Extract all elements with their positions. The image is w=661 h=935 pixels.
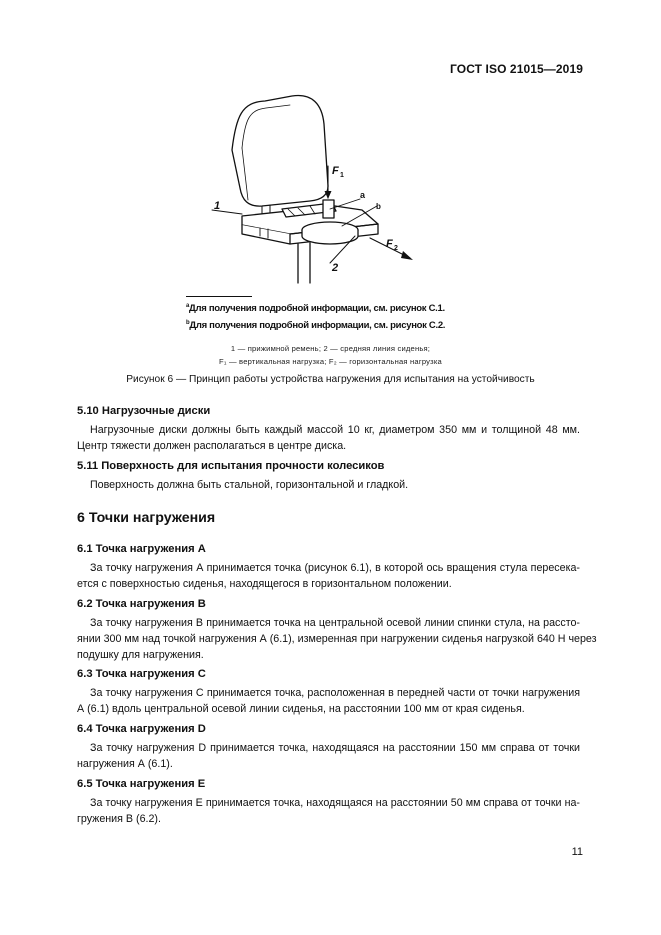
- label-a: a: [360, 190, 366, 200]
- section-6-1-title: 6.1 Точка нагружения А: [77, 543, 206, 555]
- f2-label: F: [386, 238, 393, 250]
- f1-label: F: [332, 165, 339, 177]
- footnote-rule: [186, 296, 252, 297]
- section-6-4-title: 6.4 Точка нагружения D: [77, 723, 206, 735]
- chair-loading-figure: [170, 88, 470, 303]
- svg-text:1: 1: [340, 172, 344, 179]
- section-6-1-text: За точку нагружения А принимается точка (рисунок 6.1), в которой ось вращения стула пересека- ется с поверхностью сиденья, находящегося в горизонтальном положении.: [77, 562, 580, 590]
- section-5-11-title: 5.11 Поверхность для испытания прочности колесиков: [77, 460, 385, 472]
- footnote-a: $^a$Для получения подробной информации, см. рисунок С.1.: [186, 303, 445, 314]
- section-6-4-text: За точку нагружения D принимается точка, находящаяся на расстоянии 150 мм справа от точки нагружения А (6.1).: [77, 742, 580, 770]
- section-6-3-title: 6.3 Точка нагружения С: [77, 668, 206, 680]
- figure-caption: Рисунок 6 — Принцип работы устройства нагружения для испытания на устойчивость: [126, 374, 535, 385]
- section-6-5-text: За точку нагружения Е принимается точка, находящаяся на расстоянии 50 мм справа от точки на- гружения В (6.2).: [77, 797, 580, 825]
- section-6-5-title: 6.5 Точка нагружения Е: [77, 778, 206, 790]
- section-5-11-text: Поверхность должна быть стальной, горизонтальной и гладкой.: [90, 479, 409, 491]
- section-5-10-title: 5.10 Нагрузочные диски: [77, 405, 211, 417]
- label-b: b: [376, 202, 381, 211]
- standard-header: ГОСТ ISO 21015—2019: [450, 62, 583, 76]
- section-5-10-text: Нагрузочные диски должны быть каждый массой 10 кг, диаметром 350 мм и толщиной 48 мм. Центр тяжести должен располагаться в центре диска.: [77, 424, 580, 452]
- figure-legend-line-2: F₁ — вертикальная нагрузка; F₂ — горизонтальная нагрузка: [219, 357, 442, 366]
- load-plunger: [323, 200, 334, 218]
- section-6-2-title: 6.2 Точка нагружения В: [77, 598, 206, 610]
- label-2: 2: [332, 262, 339, 274]
- footnote-b: $^b$Для получения подробной информации, см. рисунок С.2.: [186, 320, 446, 331]
- svg-text:2: 2: [394, 245, 398, 252]
- page-number: 11: [571, 846, 583, 858]
- section-6-3-text: За точку нагружения С принимается точка, расположенная в передней части от точки нагружения А (6.1) вдоль центральной осевой линии сиденья, на расстоянии 100 мм от края сиденья.: [77, 687, 580, 715]
- section-6-2-text: За точку нагружения В принимается точка на центральной осевой линии спинки стула, на рассто- янии 300 мм над точкой нагружения А (6.1), измеренная при нагружении сиденья нагрузкой 640 Н через подушку для нагружения.: [77, 617, 597, 661]
- section-6-title: 6 Точки нагружения: [77, 510, 216, 526]
- figure-legend-line-1: 1 — прижимной ремень; 2 — средняя линия сиденья;: [230, 344, 431, 353]
- chair-column: [298, 243, 310, 283]
- label-1: 1: [214, 200, 221, 212]
